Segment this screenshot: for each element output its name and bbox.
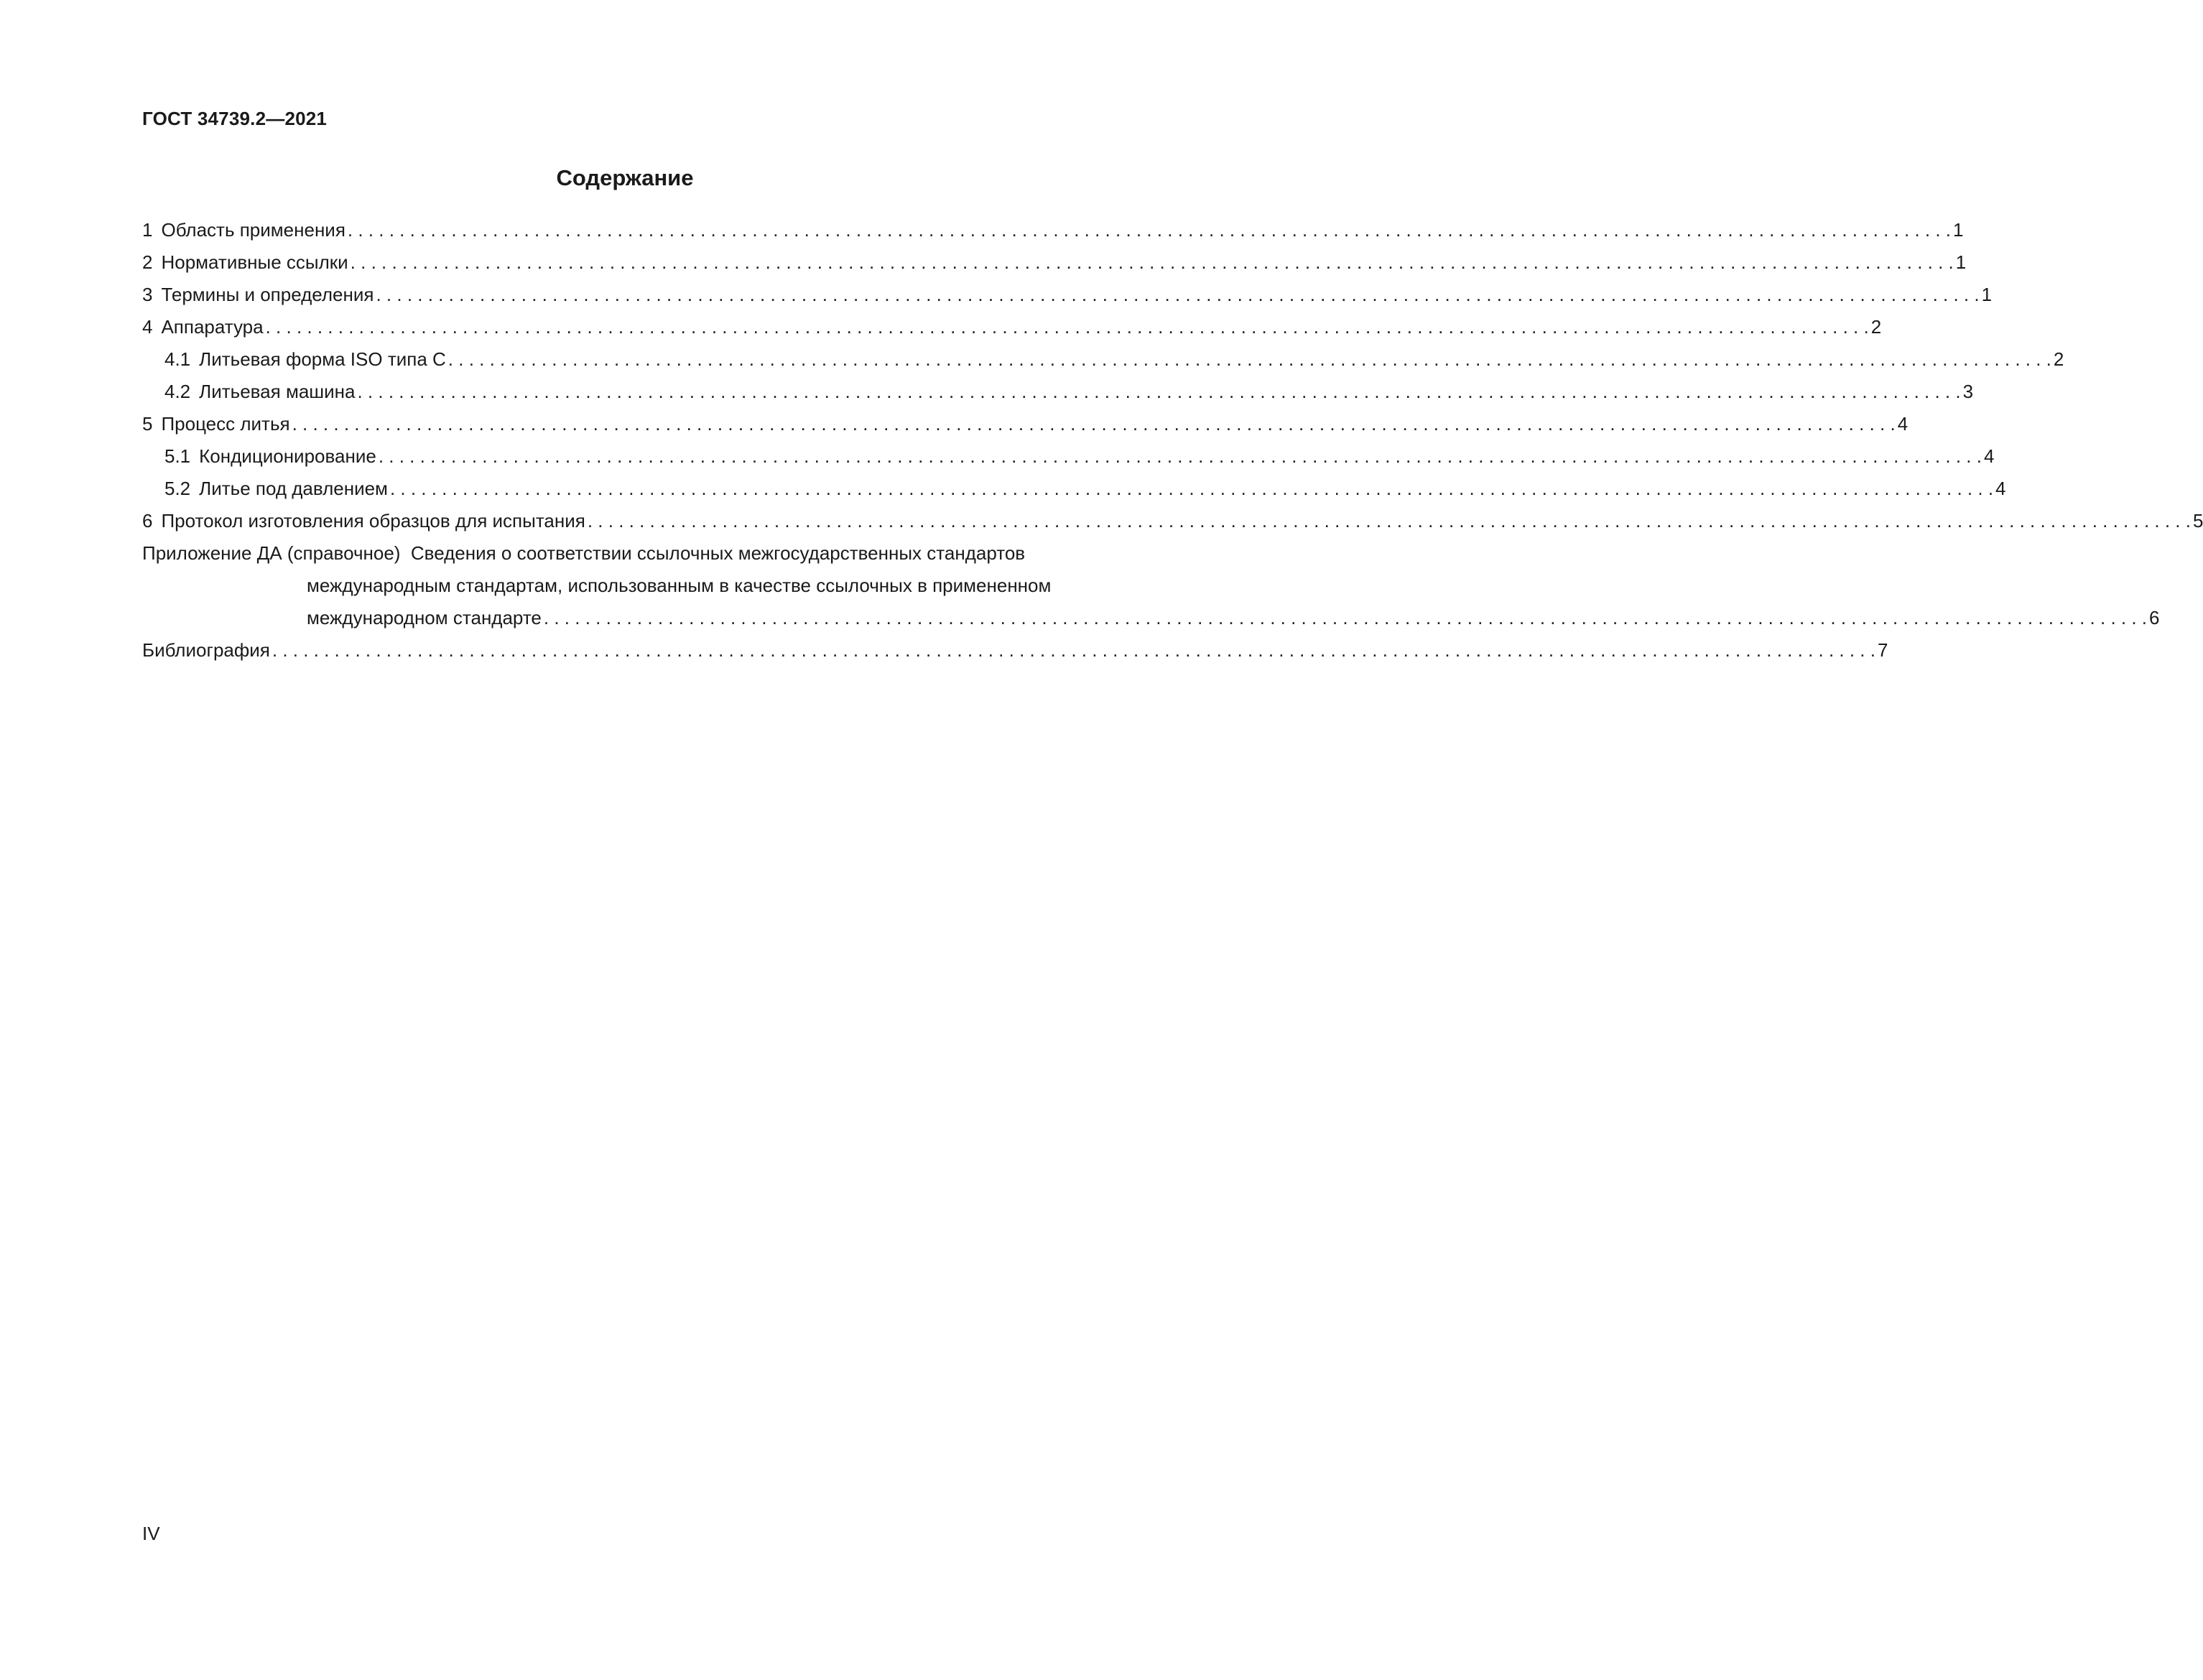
leader-dots: [544, 602, 2147, 634]
toc-entry-number: 4.1: [164, 348, 191, 370]
leader-dots: [348, 214, 1951, 246]
toc-entry-text: Кондиционирование: [199, 445, 376, 467]
toc-entry-bibliography[interactable]: [142, 634, 1888, 667]
toc-entry-page-number: 3: [1962, 381, 1974, 402]
toc-entry-page-number: 2: [2053, 348, 2064, 370]
toc-entry-text: Процесс литья: [161, 413, 290, 435]
document-code: ГОСТ 34739.2—2021: [142, 108, 328, 129]
leader-dots: [272, 634, 1875, 667]
toc-entry[interactable]: [142, 311, 1882, 343]
toc-entry[interactable]: [142, 505, 2203, 537]
table-of-contents: [142, 214, 2203, 667]
toc-title: Содержание: [556, 165, 694, 190]
toc-entry-text: Литьевая машина: [199, 381, 356, 402]
leader-dots: [448, 343, 2051, 376]
annex-label: Приложение ДА (справочное): [142, 542, 401, 564]
toc-entry[interactable]: [142, 473, 2006, 505]
toc-entry-page-number: 2: [1870, 316, 1882, 338]
page-folio: IV: [142, 1523, 160, 1544]
toc-entry-text: Термины и определения: [161, 284, 374, 305]
toc-entry-page-number: 4: [1995, 478, 2006, 499]
toc-entry-annex[interactable]: [142, 537, 2160, 634]
leader-dots: [390, 473, 1993, 505]
toc-entry[interactable]: [142, 440, 1995, 473]
annex-line-3: международном стандарте: [307, 607, 542, 628]
toc-entry-number: 5: [142, 413, 153, 435]
toc-entry[interactable]: [142, 246, 1967, 279]
toc-entry-page-number: 5: [2192, 510, 2203, 532]
toc-entries: [142, 214, 2203, 537]
toc-entry-page-number: 1: [1953, 219, 1964, 241]
bibliography-text: Библиография: [142, 639, 270, 661]
toc-entry-number: 4: [142, 316, 153, 338]
toc-entry-text: Аппаратура: [161, 316, 264, 338]
bibliography-page-number: 7: [1877, 639, 1888, 661]
toc-entry-page-number: 4: [1897, 413, 1909, 435]
toc-entry-page-number: 1: [1981, 284, 1993, 305]
toc-entry-text: Область применения: [161, 219, 345, 241]
toc-entry-text: Литье под давлением: [199, 478, 388, 499]
leader-dots: [266, 311, 1869, 343]
leader-dots: [379, 440, 1982, 473]
toc-entry[interactable]: [142, 408, 1909, 440]
toc-entry-text: Протокол изготовления образцов для испытания: [161, 510, 585, 532]
toc-entry-text: Нормативные ссылки: [161, 251, 348, 273]
toc-entry-number: 1: [142, 219, 153, 241]
annex-line-1: Сведения о соответствии ссылочных межгосударственных стандартов: [410, 542, 1026, 564]
annex-page-number: 6: [2149, 607, 2160, 628]
toc-entry-page-number: 4: [1983, 445, 1995, 467]
toc-entry-number: 3: [142, 284, 153, 305]
toc-entry[interactable]: [142, 343, 2064, 376]
leader-dots: [588, 505, 2191, 537]
toc-entry-number: 5.1: [164, 445, 191, 467]
toc-entry-page-number: 1: [1955, 251, 1967, 273]
toc-entry[interactable]: [142, 279, 1993, 311]
toc-entry-number: 6: [142, 510, 153, 532]
toc-entry[interactable]: [142, 376, 1974, 408]
leader-dots: [292, 408, 1896, 440]
leader-dots: [351, 246, 1954, 279]
toc-entry-number: 2: [142, 251, 153, 273]
annex-line-2: международным стандартам, использованным в качестве ссылочных в примененном: [307, 575, 1052, 596]
toc-entry-text: Литьевая форма ISO типа С: [199, 348, 446, 370]
toc-entry-number: 4.2: [164, 381, 191, 402]
toc-entry-number: 5.2: [164, 478, 191, 499]
leader-dots: [376, 279, 1979, 311]
leader-dots: [357, 376, 1960, 408]
annex-body: [142, 537, 2159, 634]
toc-entry[interactable]: [142, 214, 1964, 246]
